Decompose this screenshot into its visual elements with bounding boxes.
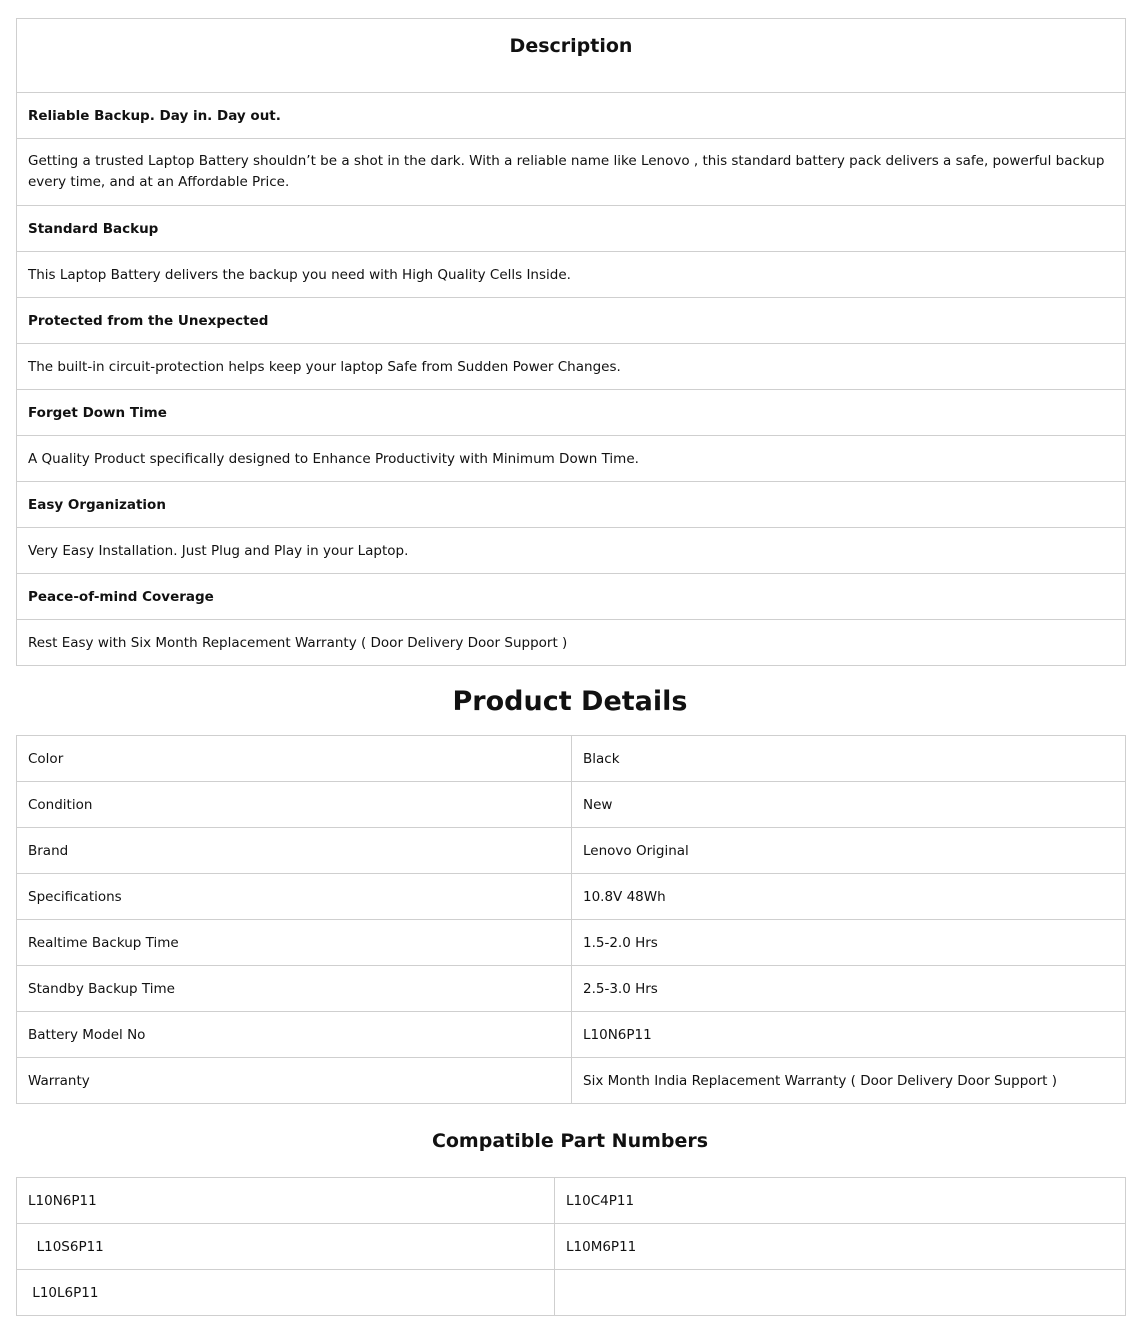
description-title: Description bbox=[17, 19, 1126, 93]
detail-row bbox=[17, 736, 1126, 782]
detail-key: Brand bbox=[17, 828, 572, 874]
detail-key: Realtime Backup Time bbox=[17, 920, 572, 966]
detail-key: Battery Model No bbox=[17, 1012, 572, 1058]
detail-value: New bbox=[572, 782, 1126, 828]
detail-row bbox=[17, 782, 1126, 828]
description-text-row bbox=[17, 436, 1126, 482]
description-header-row bbox=[17, 19, 1126, 93]
detail-row bbox=[17, 1058, 1126, 1104]
detail-value: 1.5-2.0 Hrs bbox=[572, 920, 1126, 966]
description-heading: Reliable Backup. Day in. Day out. bbox=[17, 93, 1126, 139]
description-heading-row bbox=[17, 574, 1126, 620]
detail-key: Standby Backup Time bbox=[17, 966, 572, 1012]
part-row bbox=[17, 1178, 1126, 1224]
detail-value: 10.8V 48Wh bbox=[572, 874, 1126, 920]
detail-value: Six Month India Replacement Warranty ( Door Delivery Door Support ) bbox=[572, 1058, 1126, 1104]
description-text-row bbox=[17, 344, 1126, 390]
description-heading-row bbox=[17, 298, 1126, 344]
description-text-row bbox=[17, 252, 1126, 298]
part-row bbox=[17, 1224, 1126, 1270]
detail-value: Black bbox=[572, 736, 1126, 782]
description-text: This Laptop Battery delivers the backup you need with High Quality Cells Inside. bbox=[17, 252, 1126, 298]
detail-row bbox=[17, 1012, 1126, 1058]
description-heading-row bbox=[17, 390, 1126, 436]
part-number: L10M6P11 bbox=[555, 1224, 1126, 1270]
product-details-table bbox=[16, 735, 1126, 1104]
description-heading: Forget Down Time bbox=[17, 390, 1126, 436]
detail-row bbox=[17, 920, 1126, 966]
detail-value: Lenovo Original bbox=[572, 828, 1126, 874]
description-heading: Protected from the Unexpected bbox=[17, 298, 1126, 344]
description-text: Getting a trusted Laptop Battery shouldn’t be a shot in the dark. With a reliable name like Lenovo , this standard battery pack delivers a safe, powerful backup every time, and at an Affordable Price. bbox=[17, 139, 1126, 206]
part-number bbox=[555, 1270, 1126, 1316]
description-heading: Peace-of-mind Coverage bbox=[17, 574, 1126, 620]
detail-key: Condition bbox=[17, 782, 572, 828]
description-heading: Easy Organization bbox=[17, 482, 1126, 528]
description-heading-row bbox=[17, 93, 1126, 139]
detail-row bbox=[17, 966, 1126, 1012]
detail-key: Specifications bbox=[17, 874, 572, 920]
detail-row bbox=[17, 828, 1126, 874]
description-text-row bbox=[17, 528, 1126, 574]
detail-value: L10N6P11 bbox=[572, 1012, 1126, 1058]
description-heading: Standard Backup bbox=[17, 206, 1126, 252]
detail-key: Color bbox=[17, 736, 572, 782]
product-details-title: Product Details bbox=[452, 686, 688, 717]
description-heading-row bbox=[17, 206, 1126, 252]
description-text: The built-in circuit-protection helps keep your laptop Safe from Sudden Power Changes. bbox=[17, 344, 1126, 390]
compatible-parts-title: Compatible Part Numbers bbox=[431, 1130, 709, 1152]
part-number: L10L6P11 bbox=[17, 1270, 555, 1316]
compatible-parts-table bbox=[16, 1177, 1126, 1316]
description-text-row bbox=[17, 139, 1126, 206]
detail-row bbox=[17, 874, 1126, 920]
detail-value: 2.5-3.0 Hrs bbox=[572, 966, 1126, 1012]
description-text: Very Easy Installation. Just Plug and Play in your Laptop. bbox=[17, 528, 1126, 574]
part-number: L10C4P11 bbox=[555, 1178, 1126, 1224]
part-number: L10N6P11 bbox=[17, 1178, 555, 1224]
part-row bbox=[17, 1270, 1126, 1316]
part-number: L10S6P11 bbox=[17, 1224, 555, 1270]
description-text: Rest Easy with Six Month Replacement Warranty ( Door Delivery Door Support ) bbox=[17, 620, 1126, 666]
description-heading-row bbox=[17, 482, 1126, 528]
detail-key: Warranty bbox=[17, 1058, 572, 1104]
description-table bbox=[16, 18, 1126, 666]
description-text-row bbox=[17, 620, 1126, 666]
description-text: A Quality Product specifically designed to Enhance Productivity with Minimum Down Time. bbox=[17, 436, 1126, 482]
